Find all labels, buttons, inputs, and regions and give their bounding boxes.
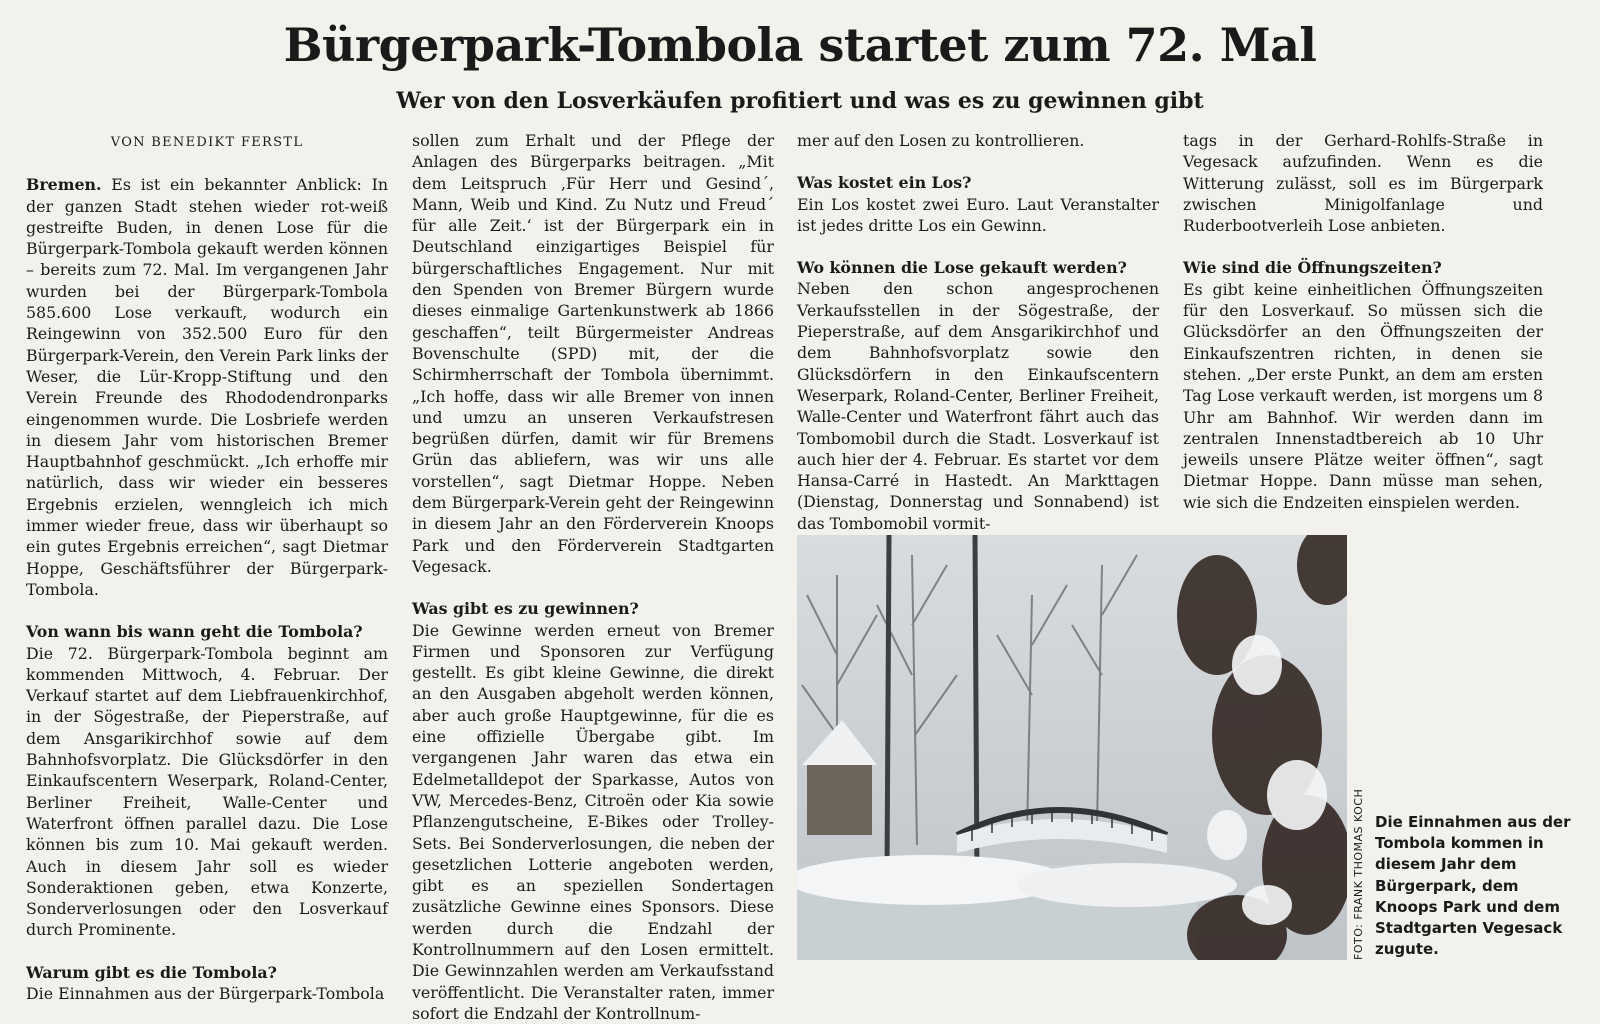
section-heading-price: Was kostet ein Los?	[797, 173, 972, 193]
headline: Bürgerpark-Tombola startet zum 72. Mal	[283, 18, 1317, 72]
section-heading-why: Warum gibt es die Tombola?	[26, 962, 277, 982]
snowy-park-bridge-photo	[797, 535, 1347, 960]
column-2	[412, 130, 774, 1024]
section-text-why-part2: sollen zum Erhalt und der Pflege der Anlagen des Bürgerparks beitragen. „Mit dem Leitspruch ‚Für Herr und Gesind´, Mann, Weib und Kind. Zu Nutz und Freud´ für alle Zeit.‘ ist der Bürgerpark ein in Deutschland einzigartiges Beispiel für bürgerschaftliches Engagement. Nur mit den Spenden von Bremer Bürgern wurde dieses einmalige Gartenkunstwerk ab 1866 geschaffen“, teilt Bürgermeister Andreas Bovenschulte (SPD) mit, der die Schirmherrschaft der Tombola übernimmt. „Ich hoffe, dass wir alle Bremer von innen und umzu an unseren Verkaufstresen begrüßen dürfen, damit wir für Bremens Grün das abliefern, was wir uns alle vorstellen“, sagt Dietmar Hoppe. Neben dem Bürgerpark-Verein geht der Reingewinn in diesem Jahr an den Förderverein Knoops Park und den Förderverein Stadtgarten Vegesack.	[412, 131, 774, 576]
lead-text: Es ist ein bekannter Anblick: In der ganzen Stadt stehen wieder rot-weiß gestreifte Buden, in denen Lose für die Bürgerpark-Tombola gekauft werden können – bereits zum 72. Mal. Im vergangenen Jahr wurden bei der Bürgerpark-Tombola 585.600 Lose verkauft, wodurch ein Reingewinn von 352.500 Euro für den Bürgerpark-Verein, den Verein Park links der Weser, die Lür-Kropp-Stiftung und den Verein Freunde des Rhododendronparks eingenommen wurde. Die Losbriefe werden in diesem Jahr vom historischen Bremer Hauptbahnhof geschmückt. „Ich erhoffe mir natürlich, dass wir wieder ein besseres Ergebnis erzielen, wenngleich ich mich immer wieder freue, dass wir überhaupt so ein gutes Ergebnis erreichen“, sagt Dietmar Hoppe, Geschäftsführer der Bürgerpark-Tombola.	[26, 175, 388, 599]
section-text-where-part1: Neben den schon angesprochenen Verkaufsstellen in der Sögestraße, der Pieperstraße, auf dem Ansgarikirchhof und dem Bahnhofsvorplatz sowie den Glücksdörfern in den Einkaufscentern Weserpark, Roland-Center, Berliner Freiheit, Walle-Center und Waterfront fährt auch das Tombomobil durch die Stadt. Losverkauf ist auch hier der 4. Februar. Es startet vor dem Hansa-Carré in Hastedt. An Markttagen (Dienstag, Donnerstag und Sonnabend) ist das Tombomobil vormit-	[797, 279, 1159, 533]
photo-caption: Die Einnahmen aus der Tombola kommen in diesem Jahr dem Bürgerpark, dem Knoops Park und dem Stadtgarten Vegesack zugute.	[1375, 813, 1571, 959]
section-text-why-part1: Die Einnahmen aus der Bürgerpark-Tombola	[26, 983, 385, 1003]
section-heading-when: Von wann bis wann geht die Tombola?	[26, 622, 363, 642]
column-4	[1183, 130, 1543, 513]
section-text-prizes-part1: Die Gewinne werden erneut von Bremer Firmen und Sponsoren zur Verfügung gestellt. Es gibt kleine Gewinne, die direkt an den Ausgaben abgeholt werden können, aber auch große Hauptgewinne, für die es eine offizielle Übergabe gibt. Im vergangenen Jahr waren das etwa ein Edelmetalldepot der Sparkasse, Autos von VW, Mercedes-Benz, Citroën oder Kia sowie Pflanzengutscheine, E-Bikes oder Trolley-Sets. Bei Sonderverlosungen, die neben der gesetzlichen Lotterie angeboten werden, gibt es an speziellen Sondertagen zusätzliche Gewinne eines Sponsors. Diese werden durch die Endzahl der Kontrollnummern auf den Losen ermittelt. Die Gewinnzahlen werden am Verkaufsstand veröffentlicht. Die Veranstalter raten, immer sofort die Endzahl der Kontrollnum-	[412, 620, 774, 1023]
section-text-when: Die 72. Bürgerpark-Tombola beginnt am kommenden Mittwoch, 4. Februar. Der Verkauf startet auf dem Liebfrauenkirchhof, in der Sögestraße, der Pieperstraße, auf dem Ansgarikirchhof sowie auf dem Bahnhofsvorplatz. Die Glücksdörfer in den Einkaufscentern Weserpark, Roland-Center, Berliner Freiheit, Walle-Center und Waterfront öffnen parallel dazu. Die Lose können bis zum 10. Mai gekauft werden. Auch in diesem Jahr soll es wieder Sonderaktionen geben, etwa Konzerte, Sonderverlosungen oder den Losverkauf durch Prominente.	[26, 643, 388, 940]
section-text-price: Ein Los kostet zwei Euro. Laut Veranstalter ist jedes dritte Los ein Gewinn.	[797, 194, 1159, 235]
column-3	[797, 130, 1159, 534]
subheadline: Wer von den Losverkäufen profitiert und was es zu gewinnen gibt	[396, 88, 1204, 114]
dateline: Bremen.	[26, 175, 102, 195]
section-text-hours: Es gibt keine einheitlichen Öffnungszeiten für den Losverkauf. So müssen sich die Glücksdörfer an den Öffnungszeiten der Einkaufszentren richten, in denen sie stehen. „Der erste Punkt, an dem am ersten Tag Lose verkauft werden, ist morgens um 8 Uhr am Bahnhof. Wir werden dann im zentralen Innenstadtbereich ab 10 Uhr jeweils unsere Plätze weiter öffnen“, sagt Dietmar Hoppe. Dann müsse man sehen, wie sich die Endzeiten einspielen werden.	[1183, 279, 1543, 512]
section-heading-where: Wo können die Lose gekauft werden?	[797, 258, 1127, 278]
byline: VON BENEDIKT FERSTL	[110, 135, 304, 150]
section-text-prizes-part2: mer auf den Losen zu kontrollieren.	[797, 131, 1085, 150]
lead-paragraph	[26, 174, 388, 600]
section-heading-prizes: Was gibt es zu gewinnen?	[412, 599, 639, 619]
section-text-where-part2: tags in der Gerhard-Rohlfs-Straße in Vegesack aufzufinden. Wenn es die Witterung zulässt, soll es im Bürgerpark zwischen Minigolfanlage und Ruderbootverleih Lose anbieten.	[1183, 131, 1543, 236]
photo-credit: FOTO: FRANK THOMAS KOCH	[1352, 788, 1365, 960]
section-heading-hours: Wie sind die Öffnungszeiten?	[1183, 258, 1442, 278]
column-1	[26, 130, 388, 1004]
